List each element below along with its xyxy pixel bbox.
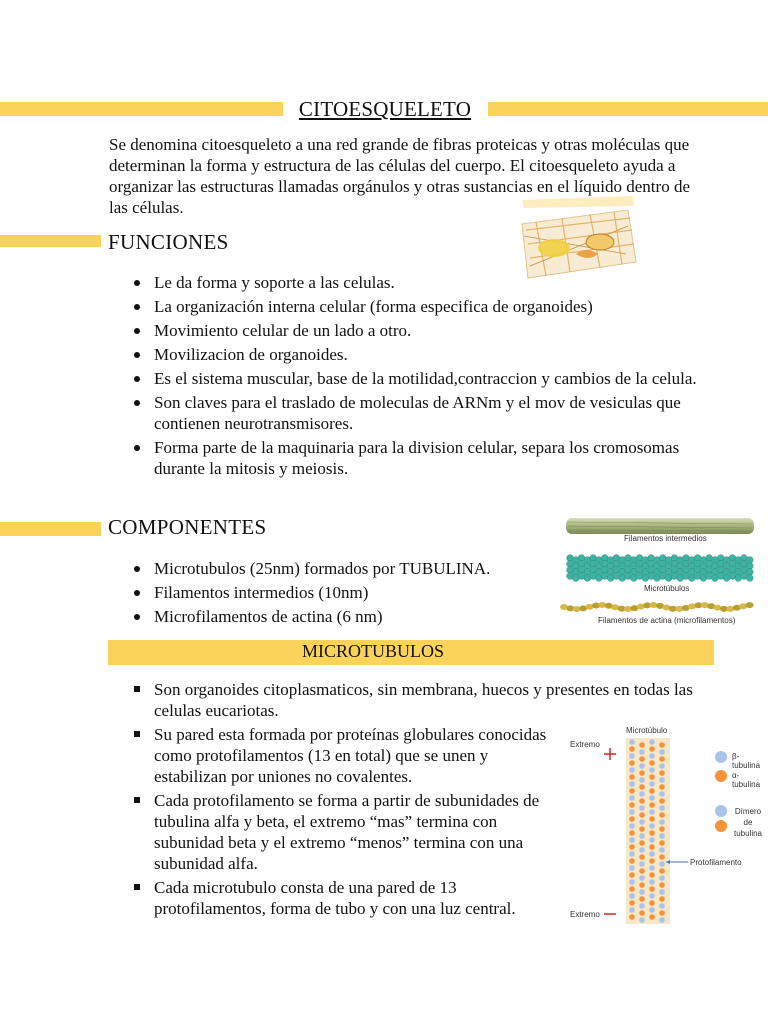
list-item: Microtubulos (25nm) formados por TUBULINA. bbox=[109, 558, 559, 579]
list-item: Forma parte de la maquinaria para la division celular, separa los cromosomas durante la mitosis y meiosis. bbox=[109, 437, 719, 479]
extremo-plus-label: Extremo bbox=[570, 740, 600, 749]
componentes-list bbox=[109, 558, 559, 630]
list-item: Le da forma y soporte a las celulas. bbox=[109, 272, 719, 293]
microtubulos-heading: MICROTUBULOS bbox=[301, 641, 444, 661]
list-item: Su pared esta formada por proteínas globulares conocidas como protofilamentos (13 en total) que se unen y estabilizan por uniones no covalentes. bbox=[109, 724, 554, 787]
microtubulo-title: Microtúbulo bbox=[626, 726, 668, 735]
componentes-heading: COMPONENTES bbox=[108, 515, 267, 539]
funciones-list bbox=[109, 272, 719, 482]
componentes-bar bbox=[0, 522, 101, 536]
title-bar-right bbox=[488, 102, 768, 116]
list-item: Microfilamentos de actina (6 nm) bbox=[109, 606, 559, 627]
list-item: Movilizacion de organoides. bbox=[109, 344, 719, 365]
list-item: Son organoides citoplasmaticos, sin membrana, huecos y presentes en todas las celulas eucariotas. bbox=[109, 679, 721, 721]
dimero-label: Dímero de tubulina bbox=[733, 807, 763, 838]
funciones-bar bbox=[0, 235, 101, 247]
extremo-minus-label: Extremo bbox=[570, 910, 600, 919]
microtubule-diagram bbox=[566, 724, 766, 928]
list-item: La organización interna celular (forma especifica de organoides) bbox=[109, 296, 719, 317]
intermedios-label: Filamentos intermedios bbox=[624, 534, 707, 543]
intro-paragraph: Se denomina citoesqueleto a una red grande de fibras proteicas y otras moléculas que determinan la forma y estructura de las células del cuerpo. El citoesqueleto ayuda a organizar las estructuras llamadas orgánulos y otras sustancias en el líquido dentro de las células. bbox=[109, 135, 690, 217]
list-item: Cada protofilamento se forma a partir de subunidades de tubulina alfa y beta, el extremo “mas” termina con subunidad beta y el extremo “menos” termina con una subunidad alfa. bbox=[109, 790, 554, 874]
beta-label: β-tubulina bbox=[732, 752, 761, 770]
microtubulos-label: Microtúbulos bbox=[644, 584, 690, 593]
protofilamento-label: Protofilamento bbox=[690, 858, 742, 867]
list-item: Filamentos intermedios (10nm) bbox=[109, 582, 559, 603]
title-bar-left bbox=[0, 102, 283, 116]
list-item: Movimiento celular de un lado a otro. bbox=[109, 320, 719, 341]
alpha-label: α-tubulina bbox=[732, 771, 761, 789]
list-item: Son claves para el traslado de moleculas de ARNm y el mov de vesiculas que contienen neurotransmisores. bbox=[109, 392, 719, 434]
filaments-figure bbox=[558, 512, 762, 628]
list-item: Es el sistema muscular, base de la motilidad,contraccion y cambios de la celula. bbox=[109, 368, 719, 389]
page-title: CITOESQUELETO bbox=[286, 94, 484, 124]
funciones-heading: FUNCIONES bbox=[108, 230, 229, 254]
list-item: Cada microtubulo consta de una pared de 13 protofilamentos, forma de tubo y con una luz central. bbox=[109, 877, 524, 919]
actina-label: Filamentos de actina (microfilamentos) bbox=[598, 616, 736, 625]
